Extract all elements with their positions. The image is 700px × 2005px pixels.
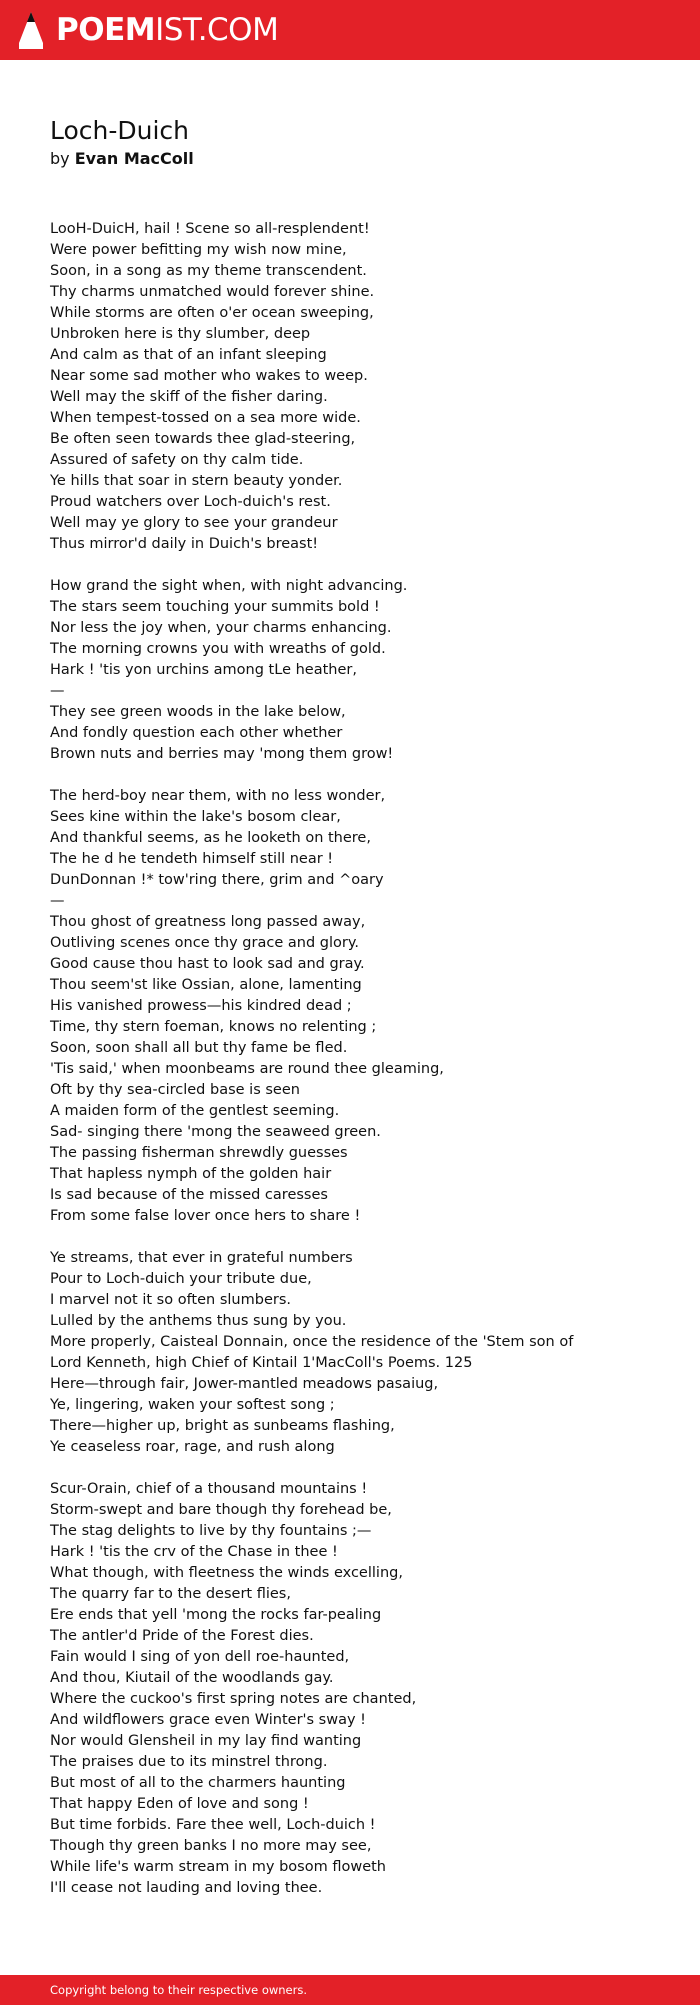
pencil-icon[interactable] <box>18 10 44 50</box>
poem-title: Loch-Duich <box>50 116 190 145</box>
site-header <box>0 0 700 60</box>
logo-text-bold: POEM <box>56 11 156 48</box>
author-name[interactable]: Evan MacColl <box>74 149 194 168</box>
site-logo[interactable] <box>56 11 279 48</box>
by-label: by <box>50 149 70 168</box>
logo-text-light: IST.COM <box>155 11 279 48</box>
copyright-text: Copyright belong to their respective owners. <box>50 1983 308 1997</box>
poem-text: LooH-DuicH, hail ! Scene so all-resplendent! Were power befitting my wish now mine, Soon, in a song as my theme transcendent. Thy charms unmatched would forever shine. While storms are often o'er ocean sweeping, Unbroken here is thy slumber, deep And calm as that of an infant sleeping Near some sad mother who wakes to weep. Well may the skiff of the fisher daring. When tempest-tossed on a sea more wide. Be often seen towards thee glad-steering, Assured of safety on thy calm tide. Ye hills that soar in stern beauty yonder. Proud watchers over Loch-duich's rest. Well may ye glory to see your grandeur Thus mirror'd daily in Duich's breast! How grand the sight when, with night advancing. The stars seem touching your summits bold ! Nor less the joy when, your charms enhancing. The morning crowns you with wreaths of gold. Hark ! 'tis yon urchins among tLe heather, — They see green woods in the lake below, And fondly question each other whether Brown nuts and berries may 'mong them grow! The herd-boy near them, with no less wonder, Sees kine within the lake's bosom clear, And thankful seems, as he looketh on there, The he d he tendeth himself still near ! DunDonnan !* tow'ring there, grim and ^oary — Thou ghost of greatness long passed away, Outliving scenes once thy grace and glory. Good cause thou hast to look sad and gray. Thou seem'st like Ossian, alone, lamenting His vanished prowess—his kindred dead ; Time, thy stern foeman, knows no relenting ; Soon, soon shall all but thy fame be fled. 'Tis said,' when moonbeams are round thee gleaming, Oft by thy sea-circled base is seen A maiden form of the gentlest seeming. Sad- singing there 'mong the seaweed green. The passing fisherman shrewdly guesses That hapless nymph of the golden hair Is sad because of the missed caresses From some false lover once hers to share ! Ye streams, that ever in grateful numbers Pour to Loch-duich your tribute due, I marvel not it so often slumbers. Lulled by the anthems thus sung by you. More properly, Caisteal Donnain, once the residence of the 'Stem son of Lord Kenneth, high Chief of Kintail 1'MacColl's Poems. 125 Here—through fair, Jower-mantled meadows pasaiug, Ye, lingering, waken your softest song ; There—higher up, bright as sunbeams flashing, Ye ceaseless roar, rage, and rush along Scur-Orain, chief of a thousand mountains ! Storm-swept and bare though thy forehead be, The stag delights to live by thy fountains ;— Hark ! 'tis the crv of the Chase in thee ! What though, with fleetness the winds excelling, The quarry far to the desert flies, Ere ends that yell 'mong the rocks far-pealing The antler'd Pride of the Forest dies. Fain would I sing of yon dell roe-haunted, And thou, Kiutail of the woodlands gay. Where the cuckoo's first spring notes are chanted, And wildflowers grace even Winter's sway ! Nor would Glensheil in my lay find wanting The praises due to its minstrel throng. But most of all to the charmers haunting That happy Eden of love and song ! But time forbids. Fare thee well, Loch-duich ! Though thy green banks I no more may see, While life's warm stream in my bosom floweth I'll cease not lauding and loving thee. <box>50 221 574 1896</box>
site-footer <box>0 1975 700 2005</box>
poem-byline <box>50 148 194 170</box>
